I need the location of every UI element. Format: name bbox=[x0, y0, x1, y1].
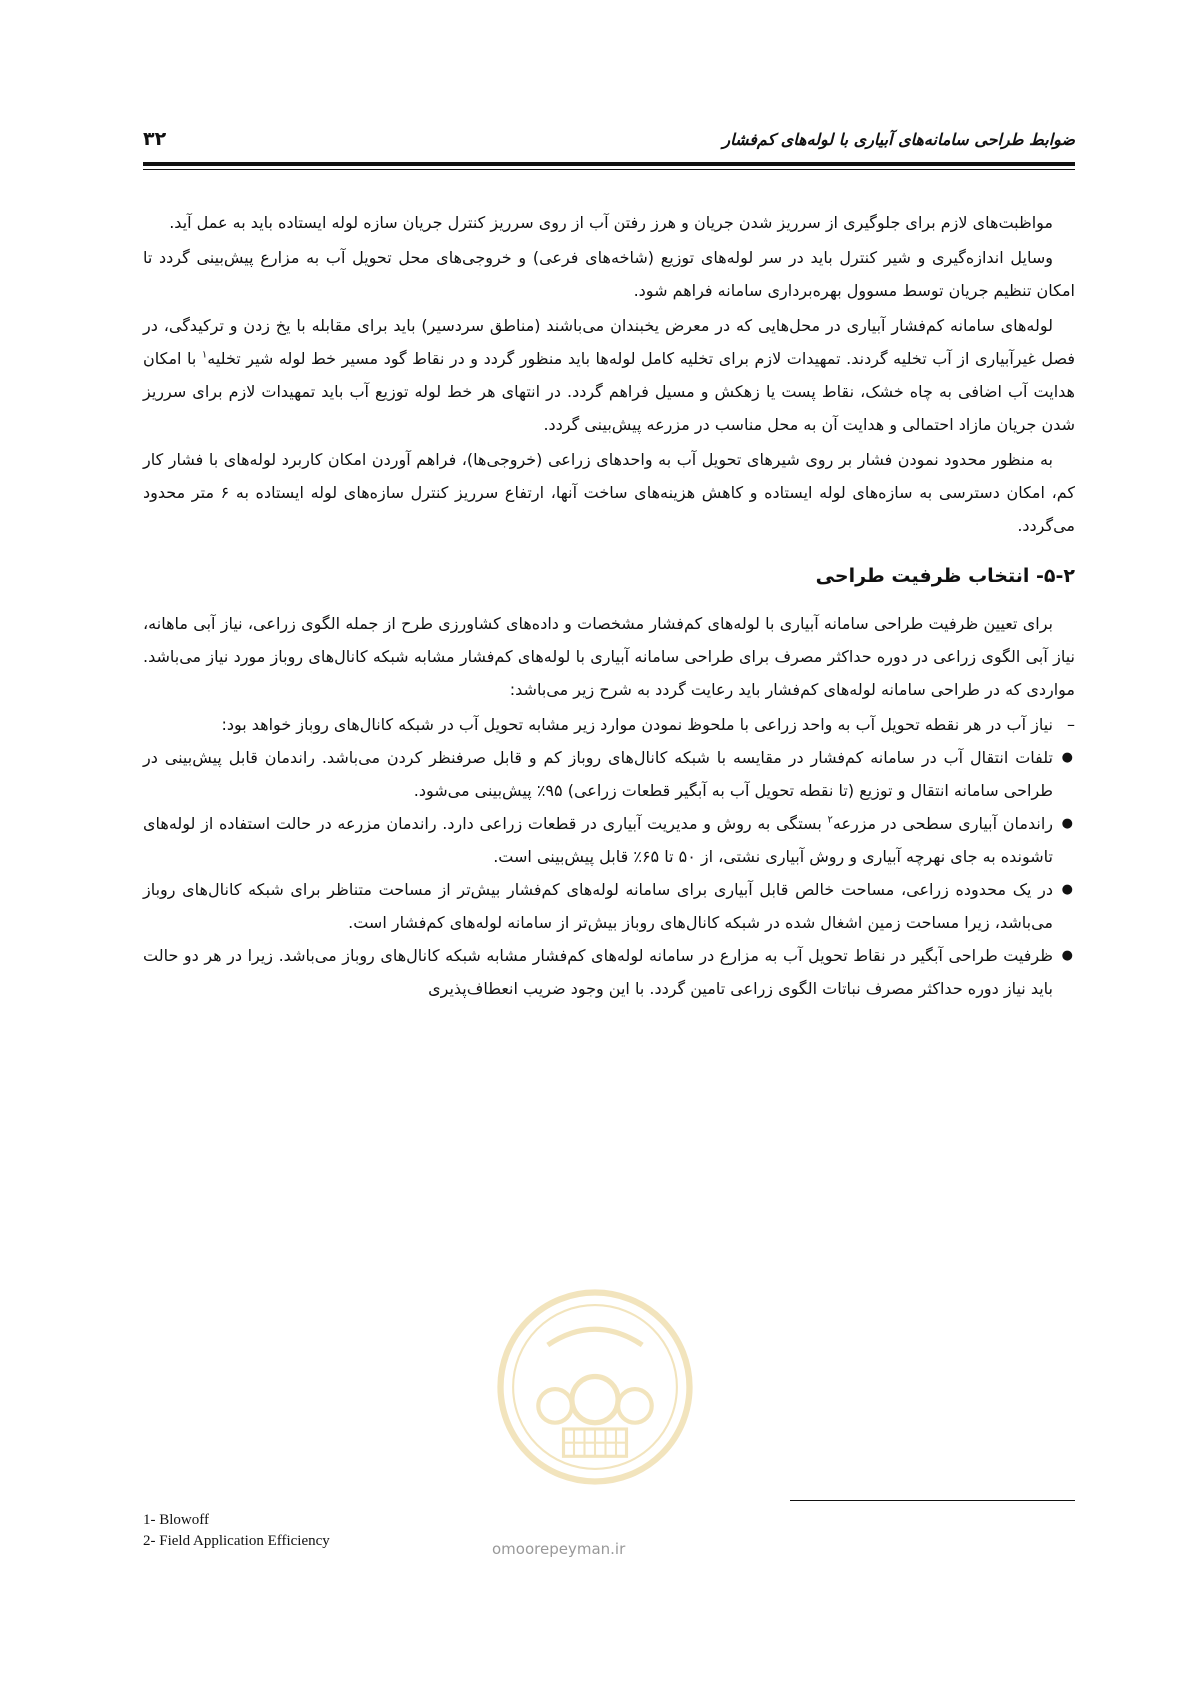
footnote-rule bbox=[790, 1500, 1075, 1501]
paragraph-freeze-drainage bbox=[143, 309, 1075, 441]
footnote-1: 1- Blowoff bbox=[143, 1512, 209, 1528]
footnotes bbox=[143, 1510, 330, 1552]
header-title: ضوابط طراحی سامانه‌های آبیاری با لوله‌های کم‌فشار bbox=[722, 130, 1075, 149]
footnote-ref-2: ۲ bbox=[827, 814, 833, 826]
bullet-item-capacity bbox=[143, 939, 1075, 1005]
running-header bbox=[143, 122, 1075, 162]
footnote-2: 2- Field Application Efficiency bbox=[143, 1533, 330, 1549]
paragraph-pressure-limit: به منظور محدود نمودن فشار بر روی شیرهای تحویل آب به واحدهای زراعی (خروجی‌ها)، فراهم آوردن امکان کاربرد لوله‌های با فشار کار کم، امکان دسترسی به سازه‌های لوله ایستاده و کاهش هزینه‌های ساخت آنها، ارتفاع سرریز کنترل سازه‌های لوله ایستاده به ۶ متر محدود می‌گردد. bbox=[143, 450, 1075, 535]
body-text bbox=[143, 206, 1075, 1005]
bullet-item-efficiency bbox=[143, 807, 1075, 873]
section-heading: ۵-۲- انتخاب ظرفیت طراحی bbox=[815, 565, 1075, 587]
paragraph-measuring-devices: وسایل اندازه‌گیری و شیر کنترل باید در سر لوله‌های توزیع (شاخه‌های فرعی) و خروجی‌های محل تحویل آب به مزارع پیش‌بینی گردد تا امکان تنظیم جریان توسط مسوول بهره‌برداری سامانه فراهم شود. bbox=[143, 248, 1075, 300]
dash-list-item bbox=[143, 708, 1075, 741]
footnote-ref-1: ۱ bbox=[201, 349, 208, 361]
header-rule-thin bbox=[143, 169, 1075, 170]
bullet-item-area bbox=[143, 873, 1075, 939]
paragraph-overflow-care: مواظبت‌های لازم برای جلوگیری از سرریز شدن جریان و هرز رفتن آب از روی سرریز کنترل جریان سازه لوله ایستاده باید به عمل آید. bbox=[169, 213, 1053, 232]
paragraph-freeze-drainage-part2: با امکان هدایت آب اضافی به چاه خشک، نقاط پست یا زهکش و مسیل فراهم گردد. در انتهای هر خط لوله توزیع آب باید تمهیدات لازم برای سرریز شدن جریان مازاد احتمالی و هدایت آن به محل مناسب در مزرعه پیش‌بینی گردد. bbox=[143, 349, 1075, 434]
bullet-text-losses: تلفات انتقال آب در سامانه کم‌فشار در مقایسه با شبکه کانال‌های روباز کم و قابل صرفنظر کردن می‌باشد. راندمان قابل پیش‌بینی در طراحی سامانه انتقال و توزیع (تا نقطه تحویل آب به آبگیر قطعات زراعی) ۹۵٪ پیش‌بینی می‌شود. bbox=[143, 748, 1053, 800]
header-rule-thick bbox=[143, 162, 1075, 166]
bullet-item-losses bbox=[143, 741, 1075, 807]
bullet-text-capacity: ظرفیت طراحی آبگیر در نقاط تحویل آب به مزارع در سامانه لوله‌های کم‌فشار مشابه شبکه کانال‌های روباز می‌باشد. زیرا در هر دو حالت باید نیاز دوره حداکثر مصرف نباتات الگوی زراعی تامین گردد. با این وجود ضریب انعطاف‌پذیری bbox=[143, 946, 1053, 998]
bullet-text-area: در یک محدوده زراعی، مساحت خالص قابل آبیاری برای سامانه لوله‌های کم‌فشار بیش‌تر از مساحت متناظر برای شبکه کانال‌های روباز می‌باشد، زیرا مساحت زمین اشغال شده در شبکه کانال‌های روباز بیش‌تر از سامانه لوله‌های کم‌فشار است. bbox=[143, 880, 1053, 932]
bullet-text-efficiency-part1: راندمان آبیاری سطحی در مزرعه bbox=[832, 814, 1053, 833]
bullet-text-efficiency-part2: بستگی به روش و مدیریت آبیاری در قطعات زراعی دارد. راندمان مزرعه در حالت استفاده از لوله‌های تاشونده به جای نهرچه آبیاری و روش آبیاری نشتی، از ۵۰ تا ۶۵٪ قابل پیش‌بینی است. bbox=[143, 814, 1053, 866]
page-number: ۳۲ bbox=[143, 128, 167, 150]
bullet-icon: ● bbox=[1061, 948, 1073, 963]
bullet-icon: ● bbox=[1061, 750, 1073, 765]
dash-item-text: نیاز آب در هر نقطه تحویل آب به واحد زراعی با ملحوظ نمودن موارد زیر مشابه تحویل آب در شبکه کانال‌های روباز خواهد بود: bbox=[221, 715, 1053, 734]
bullet-icon: ● bbox=[1061, 882, 1073, 897]
paragraph-freeze-drainage-part1: لوله‌های سامانه کم‌فشار آبیاری در محل‌هایی که در معرض یخبندان می‌باشند (مناطق سردسیر) باید برای مقابله با یخ زدن و ترکیدگی، در فصل غیرآبیاری از آب تخلیه گردند. تمهیدات لازم برای تخلیه کامل لوله‌ها باید منظور گردد و در نقاط گود مسیر خط لوله شیر تخلیه bbox=[143, 316, 1075, 368]
bullet-icon: ● bbox=[1061, 816, 1073, 831]
paragraph-design-capacity: برای تعیین ظرفیت طراحی سامانه آبیاری با لوله‌های کم‌فشار مشخصات و داده‌های کشاورزی طرح از جمله الگوی زراعی، نیاز آبی ماهانه، نیاز آبی الگوی زراعی در دوره حداکثر مصرف برای طراحی سامانه آبیاری با لوله‌های کم‌فشار مشابه شبکه کانال‌های روباز مورد نیاز می‌باشد. مواردی که در طراحی سامانه لوله‌های کم‌فشار باید رعایت گردد به شرح زیر می‌باشد: bbox=[143, 614, 1075, 699]
watermark-url: omoorepeyman.ir bbox=[492, 1540, 626, 1558]
dash-mark: – bbox=[1067, 715, 1075, 734]
watermark-logo-icon bbox=[490, 1282, 700, 1492]
